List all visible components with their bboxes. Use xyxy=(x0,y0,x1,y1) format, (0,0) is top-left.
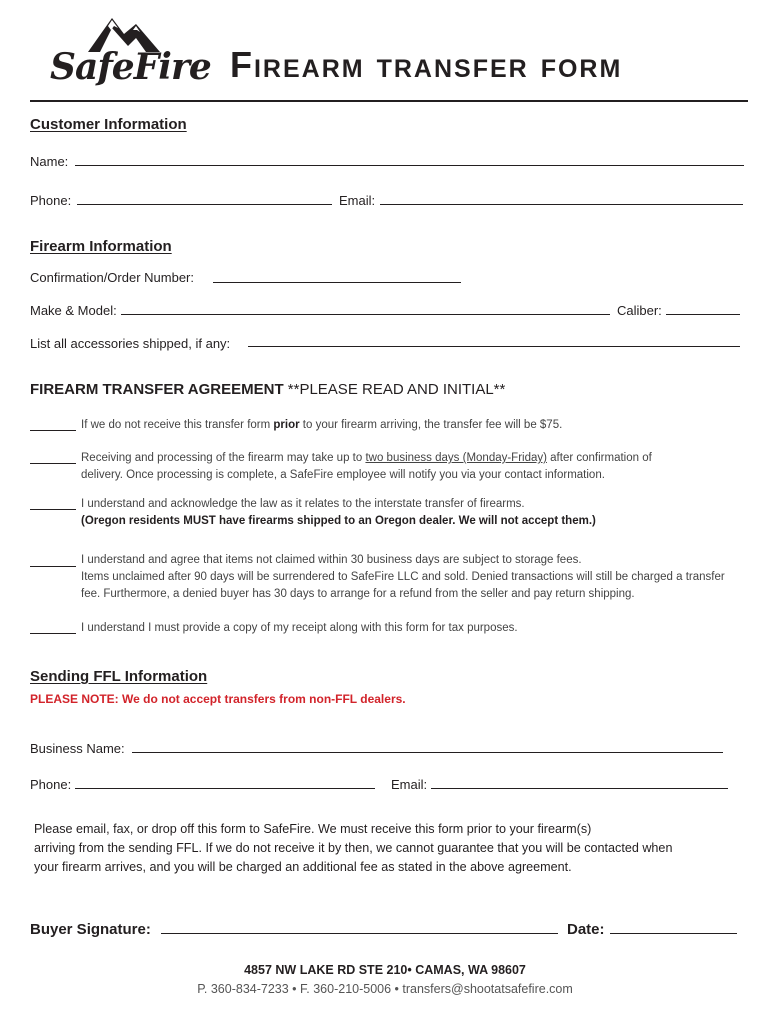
buyer-signature-field[interactable] xyxy=(161,933,558,934)
agreement-item-4-line2: Items unclaimed after 90 days will be surrendered to SafeFire LLC and sold. Denied transactions will still be charged a transfer xyxy=(81,571,725,583)
agreement-item-3 xyxy=(81,496,596,530)
make-model-label: Make & Model: xyxy=(30,303,117,318)
instructions-paragraph xyxy=(34,820,672,877)
agreement-item-3-text: I understand and acknowledge the law as it relates to the interstate transfer of firearms. xyxy=(81,498,525,510)
ffl-email-field[interactable] xyxy=(431,788,728,789)
customer-email-field[interactable] xyxy=(380,204,743,205)
page-title: Firearm transfer form xyxy=(230,44,623,85)
agreement-heading xyxy=(30,381,505,398)
instructions-line-1: Please email, fax, or drop off this form to SafeFire. We must receive this form prior to your firearm(s) xyxy=(34,822,592,836)
order-number-field[interactable] xyxy=(213,282,461,283)
agreement-item-2-text-end: after confirmation of xyxy=(546,452,652,464)
customer-phone-label: Phone: xyxy=(30,193,72,208)
customer-name-label: Name: xyxy=(30,154,69,169)
agreement-item-2-underlined: two business days (Monday-Friday) xyxy=(365,452,547,464)
initial-field-2[interactable] xyxy=(30,463,76,464)
customer-phone-field[interactable] xyxy=(77,204,332,205)
agreement-item-1 xyxy=(81,417,562,434)
agreement-heading-rest: **PLEASE READ AND INITIAL** xyxy=(283,381,506,398)
date-label: Date: xyxy=(567,921,605,938)
agreement-heading-bold: FIREARM TRANSFER AGREEMENT xyxy=(30,381,284,398)
buyer-signature-label: Buyer Signature: xyxy=(30,921,151,938)
instructions-line-2: arriving from the sending FFL. If we do not receive it by then, we cannot guarantee that you will be contacted when xyxy=(34,841,673,855)
caliber-field[interactable] xyxy=(666,314,740,315)
ffl-heading: Sending FFL Information xyxy=(30,668,208,685)
agreement-item-5: I understand I must provide a copy of my receipt along with this form for tax purposes. xyxy=(81,622,518,634)
date-field[interactable] xyxy=(610,933,737,934)
agreement-item-3-bold: (Oregon residents MUST have firearms shipped to an Oregon dealer. We will not accept them.) xyxy=(81,515,596,527)
ffl-email-label: Email: xyxy=(391,777,428,792)
agreement-item-2-line2: delivery. Once processing is complete, a SafeFire employee will notify you via your contact information. xyxy=(81,469,605,481)
accessories-field[interactable] xyxy=(248,346,740,347)
order-number-label: Confirmation/Order Number: xyxy=(30,270,194,285)
customer-heading: Customer Information xyxy=(30,116,187,133)
initial-field-4[interactable] xyxy=(30,566,76,567)
agreement-item-1-emphasis: prior xyxy=(273,419,300,431)
agreement-item-1-text: If we do not receive this transfer form xyxy=(81,419,274,431)
business-name-field[interactable] xyxy=(132,752,723,753)
instructions-line-3: your firearm arrives, and you will be charged an additional fee as stated in the above agreement. xyxy=(34,860,572,874)
agreement-item-4 xyxy=(81,552,725,603)
customer-name-field[interactable] xyxy=(75,165,744,166)
initial-field-3[interactable] xyxy=(30,509,76,510)
agreement-item-2 xyxy=(81,450,652,484)
ffl-note: PLEASE NOTE: We do not accept transfers from non-FFL dealers. xyxy=(30,692,406,706)
ffl-phone-field[interactable] xyxy=(75,788,375,789)
agreement-item-1-text-end: to your firearm arriving, the transfer fee will be $75. xyxy=(299,419,563,431)
business-name-label: Business Name: xyxy=(30,741,125,756)
initial-field-5[interactable] xyxy=(30,633,76,634)
logo xyxy=(48,12,211,92)
agreement-item-2-text: Receiving and processing of the firearm may take up to xyxy=(81,452,366,464)
initial-field-1[interactable] xyxy=(30,430,76,431)
header-rule xyxy=(30,100,748,102)
firearm-heading: Firearm Information xyxy=(30,238,172,255)
ffl-phone-label: Phone: xyxy=(30,777,72,792)
accessories-label: List all accessories shipped, if any: xyxy=(30,336,231,351)
caliber-label: Caliber: xyxy=(617,303,662,318)
footer-address: 4857 NW LAKE RD STE 210• CAMAS, WA 98607 xyxy=(244,963,526,977)
agreement-item-4-line1: I understand and agree that items not claimed within 30 business days are subject to storage fees. xyxy=(81,554,582,566)
footer-contact: P. 360-834-7233 • F. 360-210-5006 • transfers@shootatsafefire.com xyxy=(197,982,573,996)
agreement-item-4-line3: fee. Furthermore, a denied buyer has 30 days to arrange for a refund from the seller and pay return shipping. xyxy=(81,588,635,600)
customer-email-label: Email: xyxy=(339,193,376,208)
make-model-field[interactable] xyxy=(121,314,610,315)
logo-text: SafeFire xyxy=(50,46,211,88)
